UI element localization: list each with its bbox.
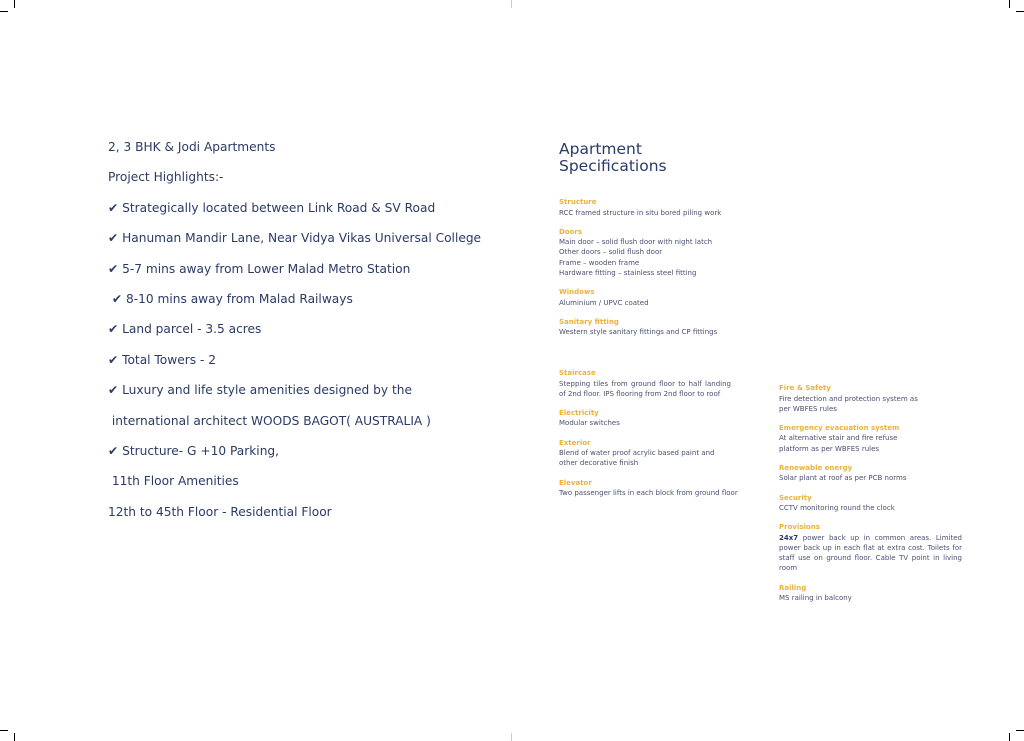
spec-text: Blend of water proof acrylic based paint and other decorative finish (559, 449, 715, 468)
spec-text: Stepping tiles from ground floor to half landing of 2nd floor. IPS flooring from 2nd floor to roof (559, 379, 731, 398)
highlight-item: ✔ Luxury and life style amenities designed by the (108, 383, 412, 398)
spec-heading: Railing (779, 583, 807, 592)
highlight-item: ✔ 8-10 mins away from Malad Railways (108, 291, 353, 306)
spec-sanitary (559, 317, 731, 338)
spec-doors (559, 227, 731, 278)
spec-heading: Sanitary fitting (559, 317, 619, 326)
crop-mark (511, 0, 512, 8)
spec-exterior (559, 438, 731, 469)
spec-windows (559, 287, 731, 308)
spec-text: MS railing in balcony (779, 594, 852, 603)
title-line: Apartment (559, 140, 642, 158)
crop-mark (0, 11, 8, 12)
spec-heading: Exterior (559, 438, 591, 447)
specifications-title (559, 141, 667, 174)
spec-security (779, 493, 962, 514)
spec-column-a (559, 197, 731, 346)
spec-column-c (779, 383, 962, 612)
spec-staircase (559, 368, 731, 399)
spec-electricity (559, 408, 731, 429)
title-line: Specifications (559, 156, 667, 175)
crop-mark (1016, 11, 1024, 12)
highlight-item: ✔ Hanuman Mandir Lane, Near Vidya Vikas Universal College (108, 231, 482, 246)
provision-bold: 24x7 (779, 533, 799, 542)
spec-provisions (779, 522, 962, 573)
crop-mark (0, 730, 8, 731)
spec-text: Fire detection and protection system as per WBFES rules (779, 394, 918, 413)
spec-text: Two passenger lifts in each block from ground floor (559, 489, 738, 498)
spec-renewable (779, 463, 962, 484)
spec-text: Main door – solid flush door with night latch (559, 238, 713, 247)
spec-heading: Renewable energy (779, 463, 853, 472)
apartment-types: 2, 3 BHK & Jodi Apartments (108, 140, 276, 154)
spec-heading: Structure (559, 198, 597, 206)
spec-heading: Elevator (559, 478, 592, 487)
spec-fire-safety (779, 383, 962, 414)
spec-heading: Windows (559, 288, 595, 297)
spec-heading: Fire & Safety (779, 384, 831, 392)
highlight-item: ✔ Strategically located between Link Road & SV Road (108, 200, 436, 215)
crop-mark (14, 0, 15, 8)
spec-text: At alternative stair and fire refuse platform as per WBFES rules (779, 434, 898, 453)
spec-evacuation (779, 423, 962, 454)
crop-mark (1009, 0, 1010, 8)
highlights-heading: Project Highlights:- (108, 170, 224, 185)
spec-text (779, 533, 962, 574)
highlight-item: ✔ Structure- G +10 Parking, (108, 443, 280, 458)
spec-text: Frame – wooden frame (559, 258, 640, 267)
spec-text: CCTV monitoring round the clock (779, 504, 895, 513)
crop-mark (511, 733, 512, 741)
spec-text: Solar plant at roof as per PCB norms (779, 474, 907, 483)
crop-mark (1009, 733, 1010, 741)
spec-heading: Emergency evacuation system (779, 423, 900, 432)
spec-text: Modular switches (559, 419, 620, 428)
spec-heading: Doors (559, 227, 583, 236)
project-highlights (108, 138, 528, 533)
spec-heading: Security (779, 493, 812, 502)
highlight-item: international architect WOODS BAGOT( AUSTRALIA ) (108, 413, 431, 428)
highlight-item: 11th Floor Amenities (108, 474, 239, 489)
crop-mark (1016, 730, 1024, 731)
spec-text: Western style sanitary fittings and CP fittings (559, 328, 718, 337)
spec-text: Other doors – solid flush door (559, 248, 663, 257)
spec-railing (779, 583, 962, 604)
highlight-item: ✔ Total Towers - 2 (108, 352, 216, 367)
spec-text: Hardware fitting – stainless steel fitting (559, 268, 697, 277)
spec-text: Aluminium / UPVC coated (559, 298, 649, 307)
spec-text: RCC framed structure in situ bored piling work (559, 208, 722, 217)
spec-heading: Staircase (559, 369, 596, 377)
spec-structure (559, 197, 731, 218)
spec-column-b (559, 368, 738, 507)
crop-mark (14, 733, 15, 741)
highlight-item: ✔ 5-7 mins away from Lower Malad Metro Station (108, 261, 411, 276)
spec-elevator (559, 478, 738, 499)
spec-heading: Electricity (559, 408, 599, 417)
provision-text: power back up in common areas. Limited power back up in each flat at extra cost. Toilets for staff use on ground floor. Cable TV point in living room (779, 533, 962, 573)
highlight-item: 12th to 45th Floor - Residential Floor (108, 504, 332, 519)
highlight-item: ✔ Land parcel - 3.5 acres (108, 322, 262, 337)
spec-heading: Provisions (779, 523, 820, 532)
